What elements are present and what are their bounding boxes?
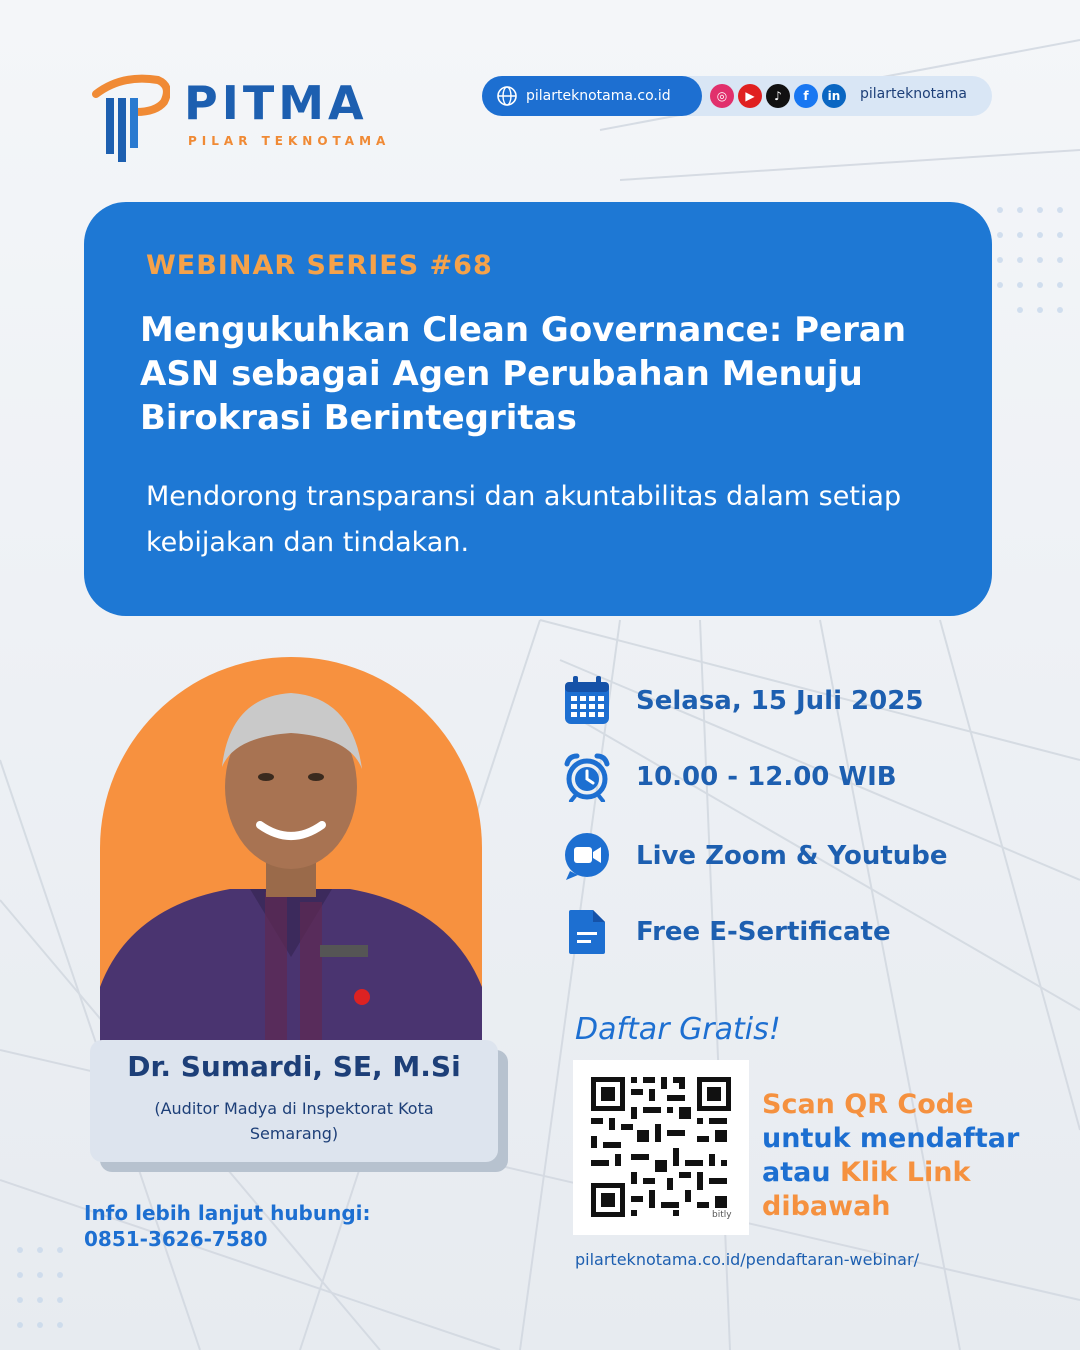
speaker-name: Dr. Sumardi, SE, M.Si: [127, 1050, 461, 1083]
detail-certificate: [560, 905, 1000, 959]
event-subtitle: Mendorong transparansi dan akuntabilitas dalam setiap kebijakan dan tindakan.: [146, 481, 902, 558]
tiktok-icon[interactable]: ♪: [766, 84, 790, 108]
social-bar: [482, 76, 992, 116]
speaker-photo-frame: [100, 657, 482, 1077]
video-camera-icon: [560, 829, 614, 883]
scan-text-4: Klik Link: [839, 1157, 971, 1188]
scan-text-5: dibawah: [762, 1191, 891, 1222]
linkedin-icon[interactable]: in: [822, 84, 846, 108]
scan-text-2: untuk mendaftar: [762, 1123, 1020, 1154]
event-title-card: [84, 202, 992, 616]
youtube-icon[interactable]: ▶: [738, 84, 762, 108]
scan-text-1: Scan QR Code: [762, 1089, 974, 1120]
event-time: 10.00 - 12.00 WIB: [636, 762, 897, 792]
event-platform: Live Zoom & Youtube: [636, 841, 948, 871]
social-handle: pilarteknotama: [860, 86, 967, 102]
contact-phone[interactable]: 0851-3626-7580: [84, 1227, 268, 1251]
website-text: pilarteknotama.co.id: [526, 88, 671, 104]
speaker-info-card: [90, 1040, 498, 1162]
qr-provider-label: bitly: [712, 1210, 732, 1220]
webinar-series-label: WEBINAR SERIES #68: [146, 250, 493, 281]
document-icon: [560, 905, 614, 959]
detail-platform: [560, 829, 1000, 883]
brand-name: PITMA: [184, 76, 368, 130]
scan-instructions: [762, 1088, 1062, 1224]
detail-time: [560, 750, 1000, 804]
registration-qr-code[interactable]: [573, 1060, 749, 1235]
globe-icon: [496, 85, 518, 107]
detail-date: [560, 674, 1000, 728]
instagram-icon[interactable]: ◎: [710, 84, 734, 108]
contact-label: Info lebih lanjut hubungi:: [84, 1201, 371, 1225]
event-title: Mengukuhkan Clean Governance: Peran ASN sebagai Agen Perubahan Menuju Birokrasi Berintegritas: [140, 310, 907, 438]
website-link[interactable]: [482, 76, 702, 116]
calendar-icon: [560, 674, 614, 728]
facebook-icon[interactable]: f: [794, 84, 818, 108]
event-date: Selasa, 15 Juli 2025: [636, 686, 924, 716]
speaker-photo: [100, 657, 482, 1077]
scan-text-3: atau: [762, 1157, 831, 1188]
register-heading: Daftar Gratis!: [575, 1012, 781, 1047]
brand-logo: [92, 70, 392, 165]
brand-tagline: PILAR TEKNOTAMA: [188, 134, 391, 148]
alarm-clock-icon: [560, 750, 614, 804]
registration-link[interactable]: pilarteknotama.co.id/pendaftaran-webinar/: [575, 1250, 919, 1269]
contact-info: [84, 1200, 371, 1252]
speaker-role: (Auditor Madya di Inspektorat Kota Semarang): [154, 1099, 434, 1143]
pillar-logo-icon: [92, 70, 170, 165]
event-certificate: Free E-Sertificate: [636, 917, 891, 947]
